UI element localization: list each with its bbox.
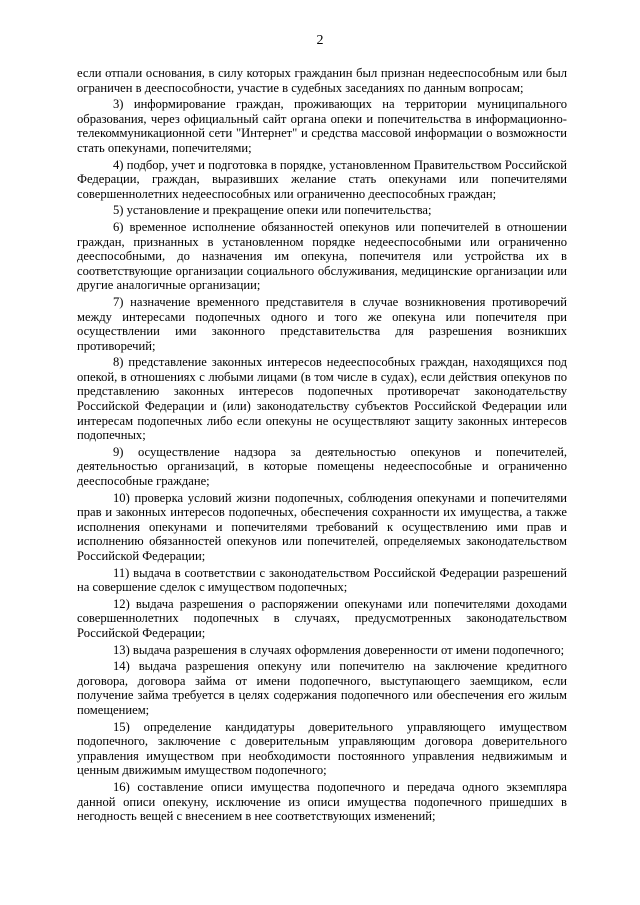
paragraph-item-6: 6) временное исполнение обязанностей опекунов или попечителей в отношении граждан, признанных в установленном порядке недееспособными или ограниченно дееспособными, до назначения им опекуна, попечителя или устройства их в соответствующие организации социального обслуживания, медицинские организации или другие аналогичные организации; [77,219,567,293]
paragraph-item-16: 16) составление описи имущества подопечного и передача одного экземпляра данной описи опекуну, исключение из описи имущества подопечного пришедших в негодность вещей с внесением в нее соответствующих изменений; [77,779,567,824]
page-number: 2 [316,33,324,48]
paragraph-item-3: 3) информирование граждан, проживающих на территории муниципального образования, через официальный сайт органа опеки и попечительства в информационно-телекоммуникационной сети "Интернет" и средства массовой информации о возможности стать опекунами, попечителями; [77,97,567,155]
paragraph-item-12: 12) выдача разрешения о распоряжении опекунами или попечителями доходами совершеннолетних подопечных в случаях, предусмотренных законодательством Российской Федерации; [77,596,567,640]
paragraph-item-7: 7) назначение временного представителя в случае возникновения противоречий между интересами подопечных одного и того же опекуна или попечителя при осуществлении ими законного представительства для разрешения возникших противоречий; [77,294,567,353]
paragraph-item-4: 4) подбор, учет и подготовка в порядке, установленном Правительством Российской Федерации, граждан, выразивших желание стать опекунами или попечителями совершеннолетних недееспособных или ограниченно дееспособных граждан; [77,157,567,201]
paragraph-item-8: 8) представление законных интересов недееспособных граждан, находящихся под опекой, в отношениях с любыми лицами (в том числе в судах), если действия опекунов по представлению законных интересов подопечных противоречат законодательству Российской Федерации и (или) законодательству субъектов Российской Федерации или интересам подопечных либо если опекуны не осуществляют защиту законных интересов подопечных; [77,355,567,443]
paragraph-continuation: если отпали основания, в силу которых гражданин был признан недееспособным или был ограничен в дееспособности, участие в судебных заседаниях по данным вопросам; [77,66,567,95]
paragraph-item-11: 11) выдача в соответствии с законодательством Российской Федерации разрешений на совершение сделок с имуществом подопечных; [77,565,567,595]
paragraph-item-13: 13) выдача разрешения в случаях оформления доверенности от имени подопечного; [113,642,565,657]
paragraph-item-5: 5) установление и прекращение опеки или попечительства; [113,203,432,218]
paragraph-item-14: 14) выдача разрешения опекуну или попечителю на заключение кредитного договора, договора займа от имени подопечного, выступающего заемщиком, если получение займа требуется в целях содержания подопечного или обеспечения его жилым помещением; [77,659,567,717]
paragraph-item-9: 9) осуществление надзора за деятельностью опекунов и попечителей, деятельностью организаций, в которые помещены недееспособные и ограниченно дееспособные граждане; [77,444,567,489]
paragraph-item-15: 15) определение кандидатуры доверительного управляющего имуществом подопечного, заключение с доверительным управляющим договора доверительного управления имуществом при необходимости постоянного управления недвижимым и ценным движимым имуществом подопечного; [77,719,567,778]
document-body [77,66,567,826]
paragraph-item-10: 10) проверка условий жизни подопечных, соблюдения опекунами и попечителями прав и законных интересов подопечных, обеспечения сохранности их имущества, а также исполнения опекунами и попечителями требований к осуществлению ими прав и исполнению обязанностей опекунов или попечителей, определяемых законодательством Российской Федерации; [77,490,567,563]
